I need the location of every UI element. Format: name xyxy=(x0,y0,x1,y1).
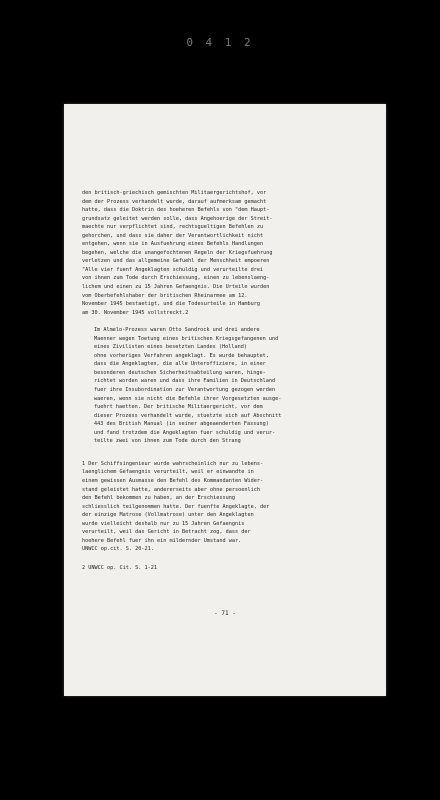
text-line: lichem und einen zu 15 Jahren Gefaengnis. Die Urteile wurden xyxy=(82,284,270,291)
text-line: und fand trotzdem die Angeklagten fuer schuldig und verur- xyxy=(94,429,276,436)
text-line: laenglichem Gefaengnis verurteilt, weil er einwandte in xyxy=(82,469,254,476)
text-line: verletzen und das allgemeine Gefuehl der Menschheit empoeren xyxy=(82,258,270,265)
text-line: maechte nur verpflichtet sind, rechtsgueltigen Befehlen zu xyxy=(82,224,264,231)
page-number: - 71 - xyxy=(214,610,236,617)
text-line: hatte, dass die Doktrin des hoeheren Befehls von "dem Haupt- xyxy=(82,207,270,214)
text-line: von ihnen zum Tode durch Erschiessung, einen zu lebenslaeng- xyxy=(82,275,270,282)
document-body xyxy=(82,189,376,572)
text-line: Im Almelo-Prozess waren Otto Sandrock und drei andere xyxy=(94,327,260,334)
text-line: 443 des British Manual (in seiner abgeaenderten Fassung) xyxy=(94,421,269,428)
text-line: "Alle vier fuenf Angeklagten schuldig und verurteilte drei xyxy=(82,266,264,273)
paragraph-2 xyxy=(82,326,376,446)
text-line: richtet worden waren und dass ihre Familien in Deutschland xyxy=(94,378,276,385)
text-line: wurde vielleicht deshalb nur zu 15 Jahren Gefaengnis xyxy=(82,520,245,527)
archive-stamp-number: 0 4 1 2 xyxy=(186,36,254,49)
text-line: grundsatz geleitet werden solle, dass Angehoerige der Streit- xyxy=(82,215,273,222)
text-line: den Befehl bekommen zu haben, an der Erschiessung xyxy=(82,495,236,502)
text-line: fuer ihre Insubordination zur Verantwortung gezogen werden xyxy=(94,387,276,394)
text-line: dem der Prozess verhandelt wurde, darauf aufmerksam gemacht xyxy=(82,198,267,205)
text-line: November 1945 bestaetigt, und die Todesurteile in Hamburg xyxy=(82,301,261,308)
text-line: gehorchen, und dass sie daher der Verantwortlichkeit nicht xyxy=(82,232,264,239)
text-line: 2 UNWCC op. Cit. S. 1-21 xyxy=(82,564,157,571)
text-line: stand geleistet hatte, andererseits aber ohne persoenlich xyxy=(82,486,261,493)
text-line: verurteilt, weil das Gericht in Betracht zog, dass der xyxy=(82,529,251,536)
text-line: einem gewissen Ausmasse den Befehl des Kommandanten Wider- xyxy=(82,477,264,484)
text-line: vom Oberbefehlshaber der britischen Rheinarmee am 12. xyxy=(82,292,248,299)
text-line: hoehere Befehl fuer ihn ein mildernder Umstand war. xyxy=(82,537,242,544)
text-line: waeren, wenn sie nicht die Befehle ihrer Vorgesetzten ausge- xyxy=(94,395,282,402)
footnote-2 xyxy=(82,564,376,573)
text-line: ohne vorheriges Verfahren angeklagt. Es wurde behauptet, xyxy=(94,352,269,359)
text-line: 1 Der Schiffsingenieur wurde wahrscheinlich nur zu lebens- xyxy=(82,460,264,467)
text-line: am 30. November 1945 vollstreckt.2 xyxy=(82,309,189,316)
text-line: fuehrt haetten. Der britische Militaergericht, vor dem xyxy=(94,404,263,411)
text-line: begehen, welche die unangefochtenen Regeln der Kriegsfuehrung xyxy=(82,249,273,256)
text-line: der einzige Matrose (Vollmatrose) unter den Angeklagten xyxy=(82,512,254,519)
text-line: eines Zivilisten eines besetzten Landes (Holland) xyxy=(94,344,248,351)
document-page xyxy=(64,104,386,696)
text-line: den britisch-griechisch gemischten Militaergerichtshof, vor xyxy=(82,190,267,196)
paragraph-1 xyxy=(82,189,376,317)
text-line: dieser Prozess verhandelt wurde, stuetzte sich auf Abschnitt xyxy=(94,412,282,419)
text-line: UNWCC op.cit. S. 20-21. xyxy=(82,546,154,553)
text-line: besonderen deutschen Sicherheitsabteilung waren, hinge- xyxy=(94,369,266,376)
text-line: dass die Angeklagten, die alle Unteroffiziere, in einer xyxy=(94,361,266,368)
text-line: Maenner wegen Toetung eines britischen Kriegsgefangenen und xyxy=(94,335,279,342)
text-line: teilte zwei von ihnen zum Tode durch den Strang xyxy=(94,438,241,445)
footnote-1 xyxy=(82,460,376,554)
text-line: entgehen, wenn sie in Ausfuehrung eines Befehls Handlungen xyxy=(82,241,264,248)
text-line: schliesslich teilgenommen hatte. Der fuenfte Angeklagte, der xyxy=(82,503,270,510)
